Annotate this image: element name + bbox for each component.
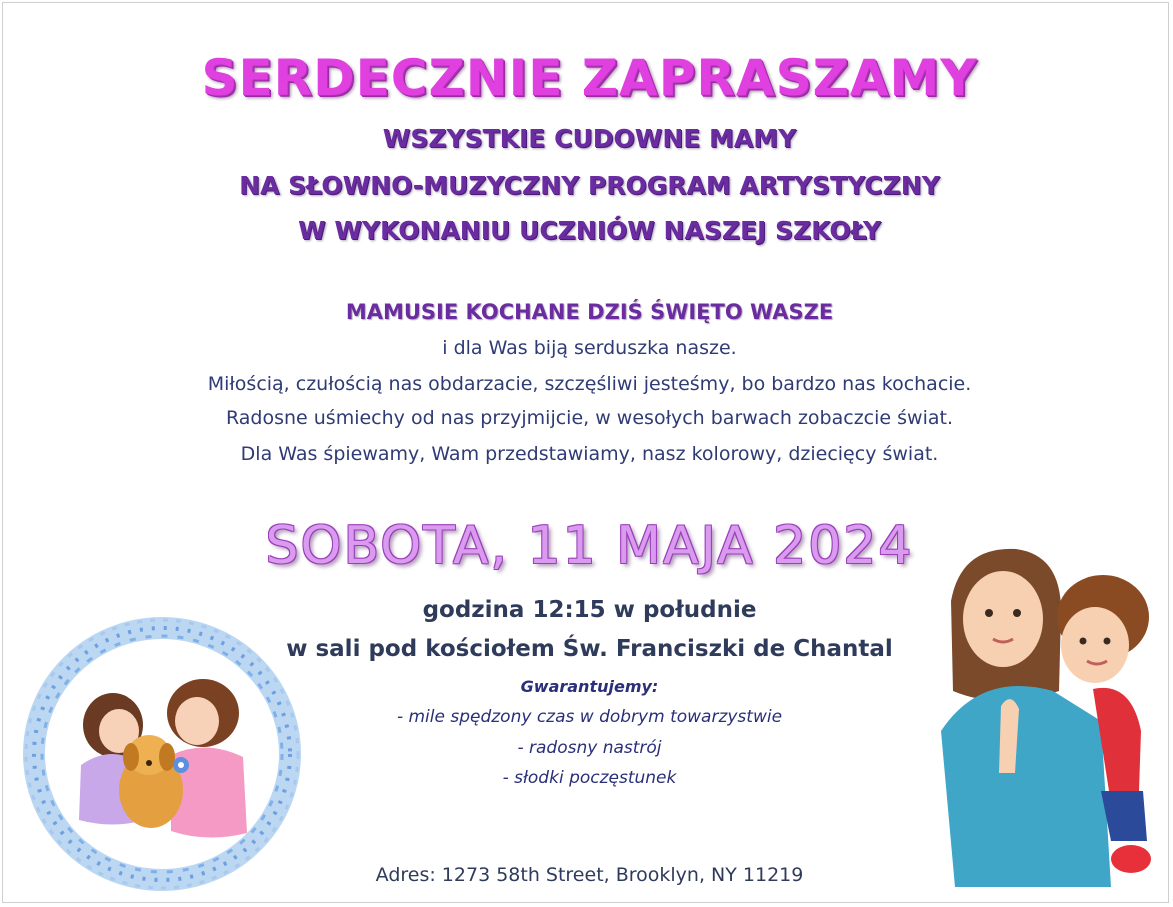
guarantee-item: - mile spędzony czas w dobrym towarzystwie <box>396 707 783 727</box>
event-date: SOBOTA, 11 MAJA 2024 <box>265 516 914 576</box>
main-title: SERDECZNIE ZAPRASZAMY <box>201 49 978 107</box>
poem-line: Radosne uśmiechy od nas przyjmijcie, w wesołych barwach zobaczcie świat. <box>225 407 953 429</box>
guarantee-item: - słodki poczęstunek <box>502 768 677 788</box>
mother-and-child-illustration <box>941 541 1155 887</box>
poem-line: i dla Was biją serduszka nasze. <box>442 337 737 359</box>
blue-flower-icon <box>173 757 189 773</box>
guarantee-title: Gwarantujemy: <box>520 677 659 696</box>
poem-line: Miłością, czułością nas obdarzacie, szczęśliwi jesteśmy, bo bardzo nas kochacie. <box>207 373 972 395</box>
poem-title: MAMUSIE KOCHANE DZIŚ ŚWIĘTO WASZE <box>345 300 834 324</box>
page <box>2 2 1169 903</box>
flower-wreath-with-girls-illustration <box>21 615 303 893</box>
poem-line: Dla Was śpiewamy, Wam przedstawiamy, nasz kolorowy, dziecięcy świat. <box>240 443 939 465</box>
heading-line-1: WSZYSTKIE CUDOWNE MAMY <box>382 124 797 153</box>
event-time: godzina 12:15 w południe <box>422 597 757 623</box>
heading-line-3: W WYKONANIU UCZNIÓW NASZEJ SZKOŁY <box>298 216 881 245</box>
heading-line-2: NA SŁOWNO-MUZYCZNY PROGRAM ARTYSTYCZNY <box>239 171 940 200</box>
puppy-figure <box>119 735 183 828</box>
guarantee-item: - radosny nastrój <box>517 738 662 758</box>
address: Adres: 1273 58th Street, Brooklyn, NY 11219 <box>375 864 804 886</box>
event-place: w sali pod kościołem Św. Franciszki de Chantal <box>286 636 893 662</box>
